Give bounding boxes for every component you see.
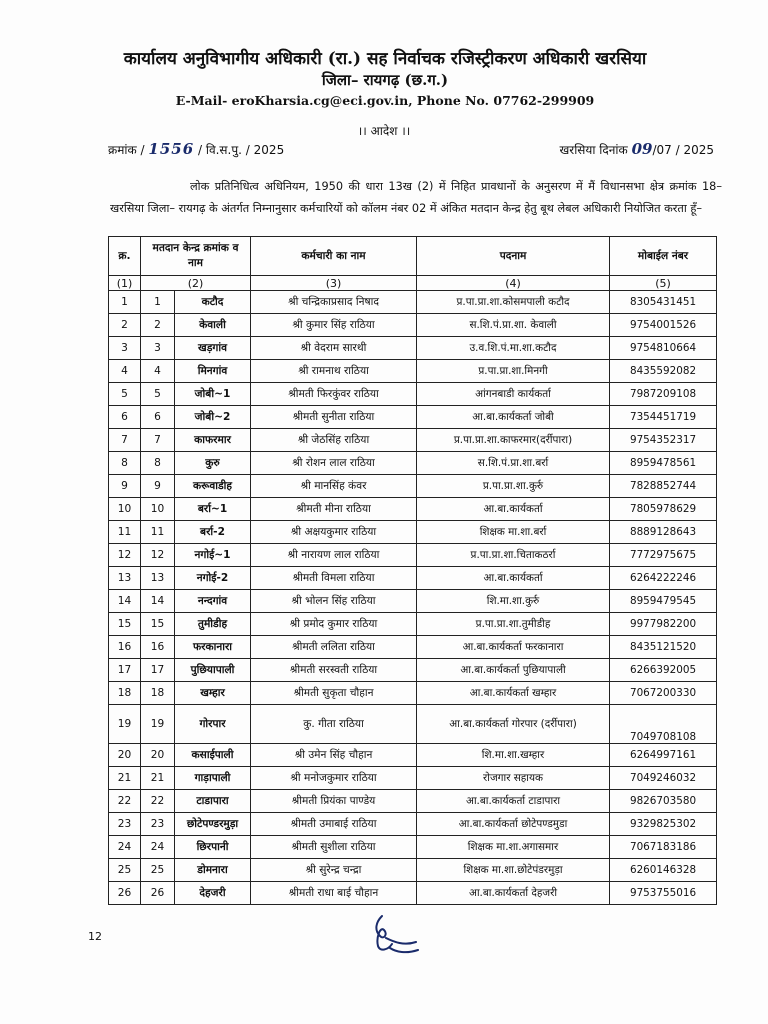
cell-centre-no: 23 [141,813,175,836]
cell-employee-name: श्रीमती सुशीला राठिया [251,836,417,859]
table-row [109,498,717,521]
cell-centre-name: बर्रा-2 [175,521,251,544]
cell-designation: शिक्षक मा.शा.छोटेपंडरमुड़ा [417,859,610,882]
reference-number: 1556 [148,140,195,158]
cell-sno: 19 [109,705,141,744]
cell-mobile: 8889128643 [610,521,717,544]
cell-mobile: 6260146328 [610,859,717,882]
cell-centre-no: 14 [141,590,175,613]
cell-employee-name: श्रीमती सुनीता राठिया [251,406,417,429]
cell-sno: 25 [109,859,141,882]
cell-mobile: 8435121520 [610,636,717,659]
cell-employee-name: श्री सुरेन्द्र चन्द्रा [251,859,417,882]
cell-employee-name: श्री चन्द्रिकाप्रसाद निषाद [251,291,417,314]
cell-sno: 4 [109,360,141,383]
cell-centre-name: नन्दगांव [175,590,251,613]
cell-designation: स.शि.पं.प्रा.शा.बर्रा [417,452,610,475]
table-row [109,744,717,767]
table-row [109,544,717,567]
header-designation: पदनाम [417,237,610,276]
column-number: (4) [417,276,610,291]
date-suffix: /07 / 2025 [652,143,714,157]
cell-sno: 14 [109,590,141,613]
cell-designation: आ.बा.कार्यकर्ता गोरपार (दर्रीपारा) [417,705,610,744]
column-number: (1) [109,276,141,291]
cell-designation: उ.व.शि.पं.मा.शा.कटौद [417,337,610,360]
column-number: (5) [610,276,717,291]
table-row [109,767,717,790]
cell-centre-no: 11 [141,521,175,544]
cell-centre-name: नगोई-2 [175,567,251,590]
cell-designation: आ.बा.कार्यकर्ता पुछियापाली [417,659,610,682]
table-row [109,452,717,475]
cell-centre-no: 8 [141,452,175,475]
cell-sno: 17 [109,659,141,682]
table-row [109,882,717,905]
cell-mobile: 8959478561 [610,452,717,475]
table-row [109,613,717,636]
header-sno: क्र. [109,237,141,276]
cell-designation: प्र.पा.प्रा.शा.काफरमार(दर्रीपारा) [417,429,610,452]
cell-mobile: 6264222246 [610,567,717,590]
cell-centre-name: डोमनारा [175,859,251,882]
cell-mobile: 7067183186 [610,836,717,859]
cell-centre-no: 26 [141,882,175,905]
office-title: कार्यालय अनुविभागीय अधिकारी (रा.) सह निर्वाचक रजिस्ट्रीकरण अधिकारी खरसिया [123,49,647,69]
cell-mobile: 7067200330 [610,682,717,705]
cell-employee-name: श्रीमती फिरकुंवर राठिया [251,383,417,406]
cell-mobile: 9826703580 [610,790,717,813]
table-row [109,429,717,452]
cell-designation: आ.बा.कार्यकर्ता [417,567,610,590]
cell-employee-name: श्रीमती मीना राठिया [251,498,417,521]
cell-employee-name: श्री रामनाथ राठिया [251,360,417,383]
cell-sno: 18 [109,682,141,705]
cell-mobile: 8435592082 [610,360,717,383]
cell-sno: 12 [109,544,141,567]
cell-mobile: 6264997161 [610,744,717,767]
table-row [109,337,717,360]
cell-centre-name: गाड़ापाली [175,767,251,790]
cell-centre-no: 7 [141,429,175,452]
cell-centre-name: छोटेपण्डरमुड़ा [175,813,251,836]
date-line [559,140,714,158]
cell-centre-name: पुछियापाली [175,659,251,682]
cell-designation: प्र.पा.प्रा.शा.तुमीडीह [417,613,610,636]
header-name: कर्मचारी का नाम [251,237,417,276]
district-title: जिला– रायगढ़ (छ.ग.) [321,71,449,89]
cell-employee-name: श्री मनोजकुमार राठिया [251,767,417,790]
table-row [109,567,717,590]
cell-sno: 6 [109,406,141,429]
cell-mobile: 7354451719 [610,406,717,429]
date-day: 09 [631,140,653,158]
cell-centre-name: खड़गांव [175,337,251,360]
order-body-text: लोक प्रतिनिधित्व अधिनियम, 1950 की धारा 13ख (2) में निहित प्रावधानों के अनुसरण में मैं विधानसभा क्षेत्र क्रमांक 18–खरसिया जिला– रायगढ़ के अंतर्गत निम्नानुसार कर्मचारियों को कॉलम नंबर 02 में अंकित मतदान केन्द्र हेतु बूथ लेबल अधिकारी नियोजित करता हूँ– [110,180,722,215]
cell-designation: प्र.पा.प्रा.शा.मिनगी [417,360,610,383]
table-row [109,859,717,882]
cell-mobile: 7828852744 [610,475,717,498]
table-row [109,790,717,813]
column-number: (3) [251,276,417,291]
cell-employee-name: श्रीमती सरस्वती राठिया [251,659,417,682]
cell-centre-no: 16 [141,636,175,659]
cell-sno: 3 [109,337,141,360]
cell-sno: 5 [109,383,141,406]
cell-employee-name: श्री रोशन लाल राठिया [251,452,417,475]
cell-mobile: 7805978629 [610,498,717,521]
cell-designation: आ.बा.कार्यकर्ता छोटेपण्डमुडा [417,813,610,836]
cell-mobile: 7987209108 [610,383,717,406]
cell-mobile: 9754352317 [610,429,717,452]
table-row [109,314,717,337]
table-row [109,590,717,613]
cell-employee-name: श्रीमती विमला राठिया [251,567,417,590]
cell-centre-name: देहजरी [175,882,251,905]
header-mobile: मोबाईल नंबर [610,237,717,276]
cell-centre-no: 24 [141,836,175,859]
table-row [109,475,717,498]
cell-designation: प्र.पा.प्रा.शा.चिताकठर्रा [417,544,610,567]
cell-mobile: 9977982200 [610,613,717,636]
header-centre: मतदान केन्द्र क्रमांक व नाम [141,237,251,276]
cell-designation: शि.मा.शा.कुर्रु [417,590,610,613]
cell-centre-name: फरकानारा [175,636,251,659]
cell-employee-name: श्री जेठसिंह राठिया [251,429,417,452]
cell-employee-name: श्री वेदराम सारथी [251,337,417,360]
cell-designation: शिक्षक मा.शा.बर्रा [417,521,610,544]
cell-sno: 26 [109,882,141,905]
cell-centre-name: काफरमार [175,429,251,452]
cell-centre-name: तुमीडीह [175,613,251,636]
cell-sno: 7 [109,429,141,452]
cell-sno: 8 [109,452,141,475]
cell-employee-name: श्री नारायण लाल राठिया [251,544,417,567]
cell-centre-name: बर्रा~1 [175,498,251,521]
cell-centre-name: खम्हार [175,682,251,705]
cell-sno: 11 [109,521,141,544]
table-row [109,521,717,544]
cell-designation: आ.बा.कार्यकर्ता फरकानारा [417,636,610,659]
table-row [109,291,717,314]
cell-centre-name: जोबी~1 [175,383,251,406]
cell-mobile: 7049708108 [610,705,717,744]
table-row [109,360,717,383]
table-row [109,813,717,836]
cell-mobile: 8305431451 [610,291,717,314]
cell-employee-name: श्री भोलन सिंह राठिया [251,590,417,613]
cell-employee-name: श्री उमेन सिंह चौहान [251,744,417,767]
cell-employee-name: श्री अक्षयकुमार राठिया [251,521,417,544]
cell-centre-no: 18 [141,682,175,705]
cell-employee-name: श्रीमती राधा बाई चौहान [251,882,417,905]
table-row [109,383,717,406]
cell-centre-no: 1 [141,291,175,314]
page-number: 12 [88,930,102,943]
cell-centre-name: टाडापारा [175,790,251,813]
cell-centre-name: कटौद [175,291,251,314]
cell-sno: 20 [109,744,141,767]
cell-designation: आंगनबाडी कार्यकर्ता [417,383,610,406]
blo-table [108,236,717,905]
cell-mobile: 9753755016 [610,882,717,905]
cell-employee-name: कु. गीता राठिया [251,705,417,744]
cell-centre-no: 9 [141,475,175,498]
cell-sno: 15 [109,613,141,636]
cell-designation: प्र.पा.प्रा.शा.कुर्रु [417,475,610,498]
cell-mobile: 7772975675 [610,544,717,567]
cell-centre-no: 13 [141,567,175,590]
cell-designation: आ.बा.कार्यकर्ता जोबी [417,406,610,429]
cell-employee-name: श्रीमती सुकृता चौहान [251,682,417,705]
cell-sno: 1 [109,291,141,314]
table-row [109,406,717,429]
table-row [109,836,717,859]
cell-designation: प्र.पा.प्रा.शा.कोसमपाली कटौद [417,291,610,314]
order-title: ।। आदेश ।। [357,124,411,138]
cell-centre-name: मिनगांव [175,360,251,383]
cell-employee-name: श्री प्रमोद कुमार राठिया [251,613,417,636]
cell-sno: 16 [109,636,141,659]
cell-mobile: 9329825302 [610,813,717,836]
cell-employee-name: श्रीमती ललिता राठिया [251,636,417,659]
cell-centre-name: कुरु [175,452,251,475]
cell-centre-name: गोरपार [175,705,251,744]
cell-centre-no: 2 [141,314,175,337]
cell-centre-no: 6 [141,406,175,429]
cell-sno: 13 [109,567,141,590]
cell-designation: शिक्षक मा.शा.अगासमार [417,836,610,859]
cell-centre-no: 5 [141,383,175,406]
cell-mobile: 6266392005 [610,659,717,682]
cell-designation: रोजगार सहायक [417,767,610,790]
cell-centre-no: 22 [141,790,175,813]
reference-prefix: क्रमांक / [108,143,145,157]
cell-mobile: 9754001526 [610,314,717,337]
cell-designation: आ.बा.कार्यकर्ता [417,498,610,521]
cell-centre-no: 15 [141,613,175,636]
cell-employee-name: श्री मानसिंह कंवर [251,475,417,498]
cell-centre-no: 12 [141,544,175,567]
cell-centre-name: कसाईपाली [175,744,251,767]
reference-suffix: / वि.स.पु. / 2025 [197,143,285,157]
cell-sno: 2 [109,314,141,337]
cell-designation: स.शि.पं.प्रा.शा. केवाली [417,314,610,337]
cell-centre-no: 20 [141,744,175,767]
cell-centre-name: जोबी~2 [175,406,251,429]
cell-employee-name: श्रीमती उमाबाई राठिया [251,813,417,836]
cell-designation: आ.बा.कार्यकर्ता खम्हार [417,682,610,705]
cell-centre-no: 17 [141,659,175,682]
cell-sno: 10 [109,498,141,521]
cell-designation: आ.बा.कार्यकर्ता देहजरी [417,882,610,905]
cell-centre-no: 10 [141,498,175,521]
table-body [109,291,717,905]
cell-centre-name: छिरपानी [175,836,251,859]
cell-centre-no: 3 [141,337,175,360]
contact-line: E-Mail- eroKharsia.cg@eci.gov.in, Phone No. 07762-299909 [175,93,595,108]
reference-line [108,140,284,158]
cell-centre-no: 4 [141,360,175,383]
table-row [109,705,717,744]
cell-sno: 22 [109,790,141,813]
column-number: (2) [141,276,251,291]
cell-mobile: 8959479545 [610,590,717,613]
cell-designation: आ.बा.कार्यकर्ता टाडापारा [417,790,610,813]
cell-centre-no: 21 [141,767,175,790]
cell-centre-no: 25 [141,859,175,882]
cell-designation: शि.मा.शा.खम्हार [417,744,610,767]
date-prefix: खरसिया दिनांक [559,143,628,157]
table-row [109,636,717,659]
cell-sno: 21 [109,767,141,790]
cell-sno: 23 [109,813,141,836]
column-number-row [109,276,717,291]
cell-employee-name: श्री कुमार सिंह राठिया [251,314,417,337]
cell-centre-name: केवाली [175,314,251,337]
cell-centre-name: करूवाडीह [175,475,251,498]
cell-mobile: 9754810664 [610,337,717,360]
cell-sno: 24 [109,836,141,859]
table-row [109,659,717,682]
cell-centre-name: नगोई~1 [175,544,251,567]
table-header-row [109,237,717,276]
cell-sno: 9 [109,475,141,498]
cell-mobile: 7049246032 [610,767,717,790]
signature-icon [362,908,422,958]
table-row [109,682,717,705]
cell-employee-name: श्रीमती प्रियंका पाण्डेय [251,790,417,813]
cell-centre-no: 19 [141,705,175,744]
